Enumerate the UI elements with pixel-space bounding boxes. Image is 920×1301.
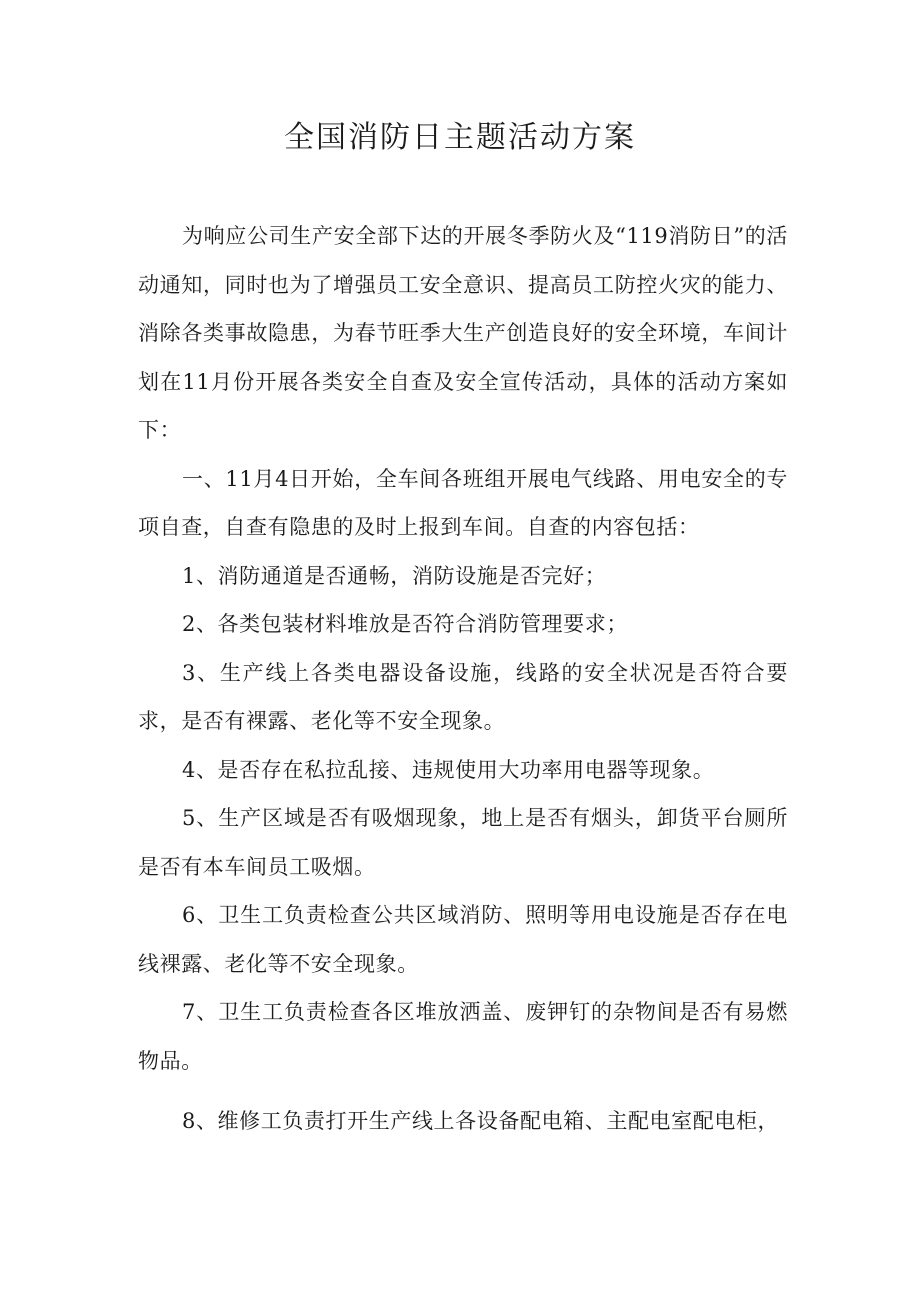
paragraph-item-4: 4、是否存在私拉乱接、违规使用大功率用电器等现象。 xyxy=(182,757,715,782)
document-body xyxy=(138,212,788,1146)
paragraph-item-8: 8、维修工负责打开生产线上各设备配电箱、主配电室配电柜， xyxy=(182,1109,780,1133)
paragraph-item-7: 7、卫生工负责检查各区堆放洒盖、废钾钉的杂物间是否有易燃物品。 xyxy=(138,1000,788,1073)
paragraph-item-6: 6、卫生工负责检查公共区域消防、照明等用电设施是否存在电线裸露、老化等不安全现象。 xyxy=(138,903,788,976)
paragraph-item-1: 1、消防通道是否通畅，消防设施是否完好； xyxy=(182,563,607,588)
paragraph-intro: 为响应公司生产安全部下达的开展冬季防火及“119消防日”的活动通知，同时也为了增强员工安全意识、提高员工防控火灾的能力、消除各类事故隐患，为春节旺季大生产创造良好的安全环境，车间计划在11月份开展各类安全自查及安全宣传活动，具体的活动方案如下： xyxy=(138,224,788,442)
paragraph-item-3: 3、生产线上各类电器设备设施，线路的安全状况是否符合要求，是否有裸露、老化等不安全现象。 xyxy=(138,660,788,733)
document-title: 全国消防日主题活动方案 xyxy=(284,120,636,155)
paragraph-item-5: 5、生产区域是否有吸烟现象，地上是否有烟头，卸货平台厕所是否有本车间员工吸烟。 xyxy=(138,806,788,879)
paragraph-item-2: 2、各类包装材料堆放是否符合消防管理要求； xyxy=(182,612,628,636)
paragraph-section-1: 一、11月4日开始，全车间各班组开展电气线路、用电安全的专项自查，自查有隐患的及时上报到车间。自查的内容包括： xyxy=(138,466,788,539)
